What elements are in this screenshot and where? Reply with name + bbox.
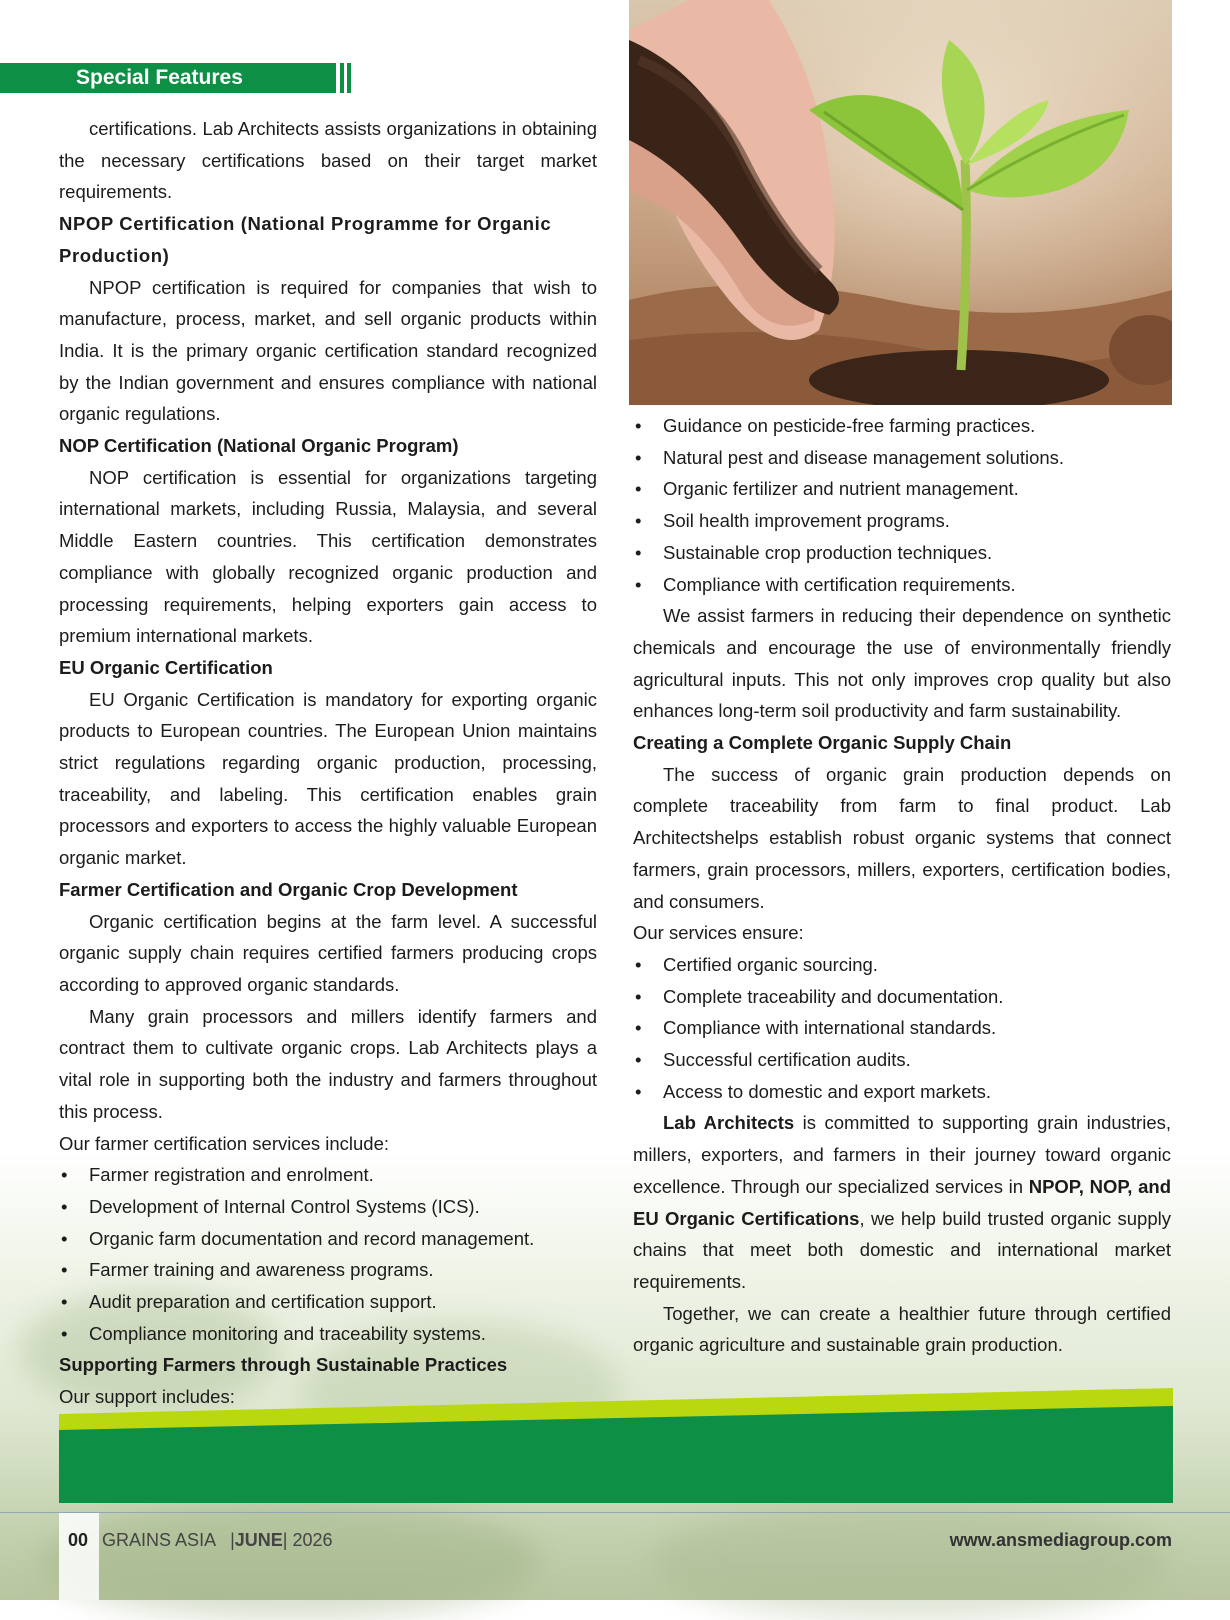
list-item: • Complete traceability and documentation. <box>633 981 1171 1013</box>
right-text-column <box>633 410 1171 1361</box>
list-item: • Farmer registration and enrolment. <box>59 1159 597 1191</box>
left-text-column <box>59 113 597 1413</box>
list-item: • Sustainable crop production techniques. <box>633 537 1171 569</box>
background-foliage <box>40 1500 540 1620</box>
intro-paragraph: certifications. Lab Architects assists organizations in obtaining the necessary certifications based on their target market requirements. <box>59 118 597 203</box>
closing-text-1: is committed to supporting grain industries, millers, exporters, and farmers in their journey toward organic excellence. Through our specialized services in <box>633 1112 1171 1197</box>
support-paragraph: We assist farmers in reducing their dependence on synthetic chemicals and encourage the use of environmentally friendly agricultural inputs. This not only improves crop quality but also enhances long-term soil productivity and farm sustainability. <box>633 605 1171 722</box>
issue-separator: | <box>282 1530 288 1550</box>
final-paragraph: Together, we can create a healthier future through certified organic agriculture and sustainable grain production. <box>633 1302 1171 1356</box>
closing-bold-certifications: NPOP, NOP, and EU Organic Certifications <box>633 1175 1171 1229</box>
photo-illustration <box>629 0 1172 405</box>
supply-chain-paragraph: The success of organic grain production depends on complete traceability from farm to final product. Lab Architectshelps establish robust organic systems that connect farmers, grain processors, millers, exporters, certification bodies, and consumers. <box>633 763 1171 912</box>
list-item: • Compliance monitoring and traceability systems. <box>59 1318 597 1350</box>
closing-lead-bold: Lab Architects <box>663 1112 795 1134</box>
footer-rule <box>0 1512 1230 1513</box>
list-item: • Guidance on pesticide-free farming practices. <box>633 410 1171 442</box>
hand-soil-seedling-photo <box>629 0 1172 405</box>
list-item: • Compliance with international standards. <box>633 1012 1171 1044</box>
farmer-paragraph-1: Organic certification begins at the farm level. A successful organic supply chain requires certified farmers producing crops according to approved organic standards. <box>59 910 597 995</box>
list-item: • Organic fertilizer and nutrient management. <box>633 473 1171 505</box>
support-intro: Our support includes: <box>59 1386 235 1408</box>
footer-issue-info <box>68 1530 333 1551</box>
nop-heading: NOP Certification (National Organic Program) <box>59 435 459 457</box>
list-item: • Farmer training and awareness programs. <box>59 1254 597 1286</box>
header-stripe <box>347 63 351 93</box>
closing-paragraph <box>633 1107 1171 1297</box>
supply-services-intro: Our services ensure: <box>633 922 804 944</box>
list-item: • Development of Internal Control Systems (ICS). <box>59 1191 597 1223</box>
farmer-paragraph-2: Many grain processors and millers identify farmers and contract them to cultivate organic crops. Lab Architects plays a vital role in supporting both the industry and farmers throughout this process. <box>59 1005 597 1122</box>
magazine-name: GRAINS ASIA <box>102 1530 216 1550</box>
supply-chain-heading: Creating a Complete Organic Supply Chain <box>633 732 1012 754</box>
list-item: • Compliance with certification requirements. <box>633 569 1171 601</box>
page-number: 00 <box>68 1530 89 1550</box>
header-stripe <box>340 63 344 93</box>
nop-paragraph: NOP certification is essential for organizations targeting international markets, including Russia, Malaysia, and several Middle Eastern countries. This certification demonstrates compliance with globally recognized organic production and processing requirements, helping exporters gain access to premium international markets. <box>59 466 597 647</box>
closing-text-2: , we help build trusted organic supply chains that meet both domestic and international market requirements. <box>633 1207 1171 1292</box>
issue-month: JUNE <box>234 1530 283 1550</box>
farmer-heading: Farmer Certification and Organic Crop Development <box>59 878 518 900</box>
sustainable-heading: Supporting Farmers through Sustainable Practices <box>59 1354 508 1376</box>
list-item: • Audit preparation and certification support. <box>59 1286 597 1318</box>
npop-heading: NPOP Certification (National Programme for Organic Production) <box>59 213 552 266</box>
list-item: • Successful certification audits. <box>633 1044 1171 1076</box>
farmer-services-list <box>59 1159 597 1349</box>
list-item: • Access to domestic and export markets. <box>633 1076 1171 1108</box>
background-foliage <box>650 1500 1170 1620</box>
npop-paragraph: NPOP certification is required for companies that wish to manufacture, process, market, and sell organic products within India. It is the primary organic certification standard recognized by the Indian government and ensures compliance with national organic regulations. <box>59 276 597 425</box>
list-item: • Certified organic sourcing. <box>633 949 1171 981</box>
section-title: Special Features <box>76 66 243 89</box>
supply-services-list <box>633 949 1171 1108</box>
list-item: • Natural pest and disease management solutions. <box>633 442 1171 474</box>
list-item: • Soil health improvement programs. <box>633 505 1171 537</box>
section-header <box>0 63 336 93</box>
issue-separator: | <box>230 1530 235 1550</box>
eu-paragraph: EU Organic Certification is mandatory for exporting organic products to European countries. The European Union maintains strict regulations regarding organic production, processing, traceability, and labeling. This certification enables grain processors and exporters to access the highly valuable European organic market. <box>59 688 597 869</box>
footer-website-link[interactable]: www.ansmediagroup.com <box>949 1530 1172 1550</box>
eu-heading: EU Organic Certification <box>59 656 273 678</box>
issue-year: 2026 <box>292 1530 333 1550</box>
support-list <box>633 410 1171 600</box>
farmer-services-intro: Our farmer certification services include: <box>59 1132 390 1154</box>
list-item: • Organic farm documentation and record management. <box>59 1223 597 1255</box>
footer-page-tab <box>59 1513 99 1600</box>
